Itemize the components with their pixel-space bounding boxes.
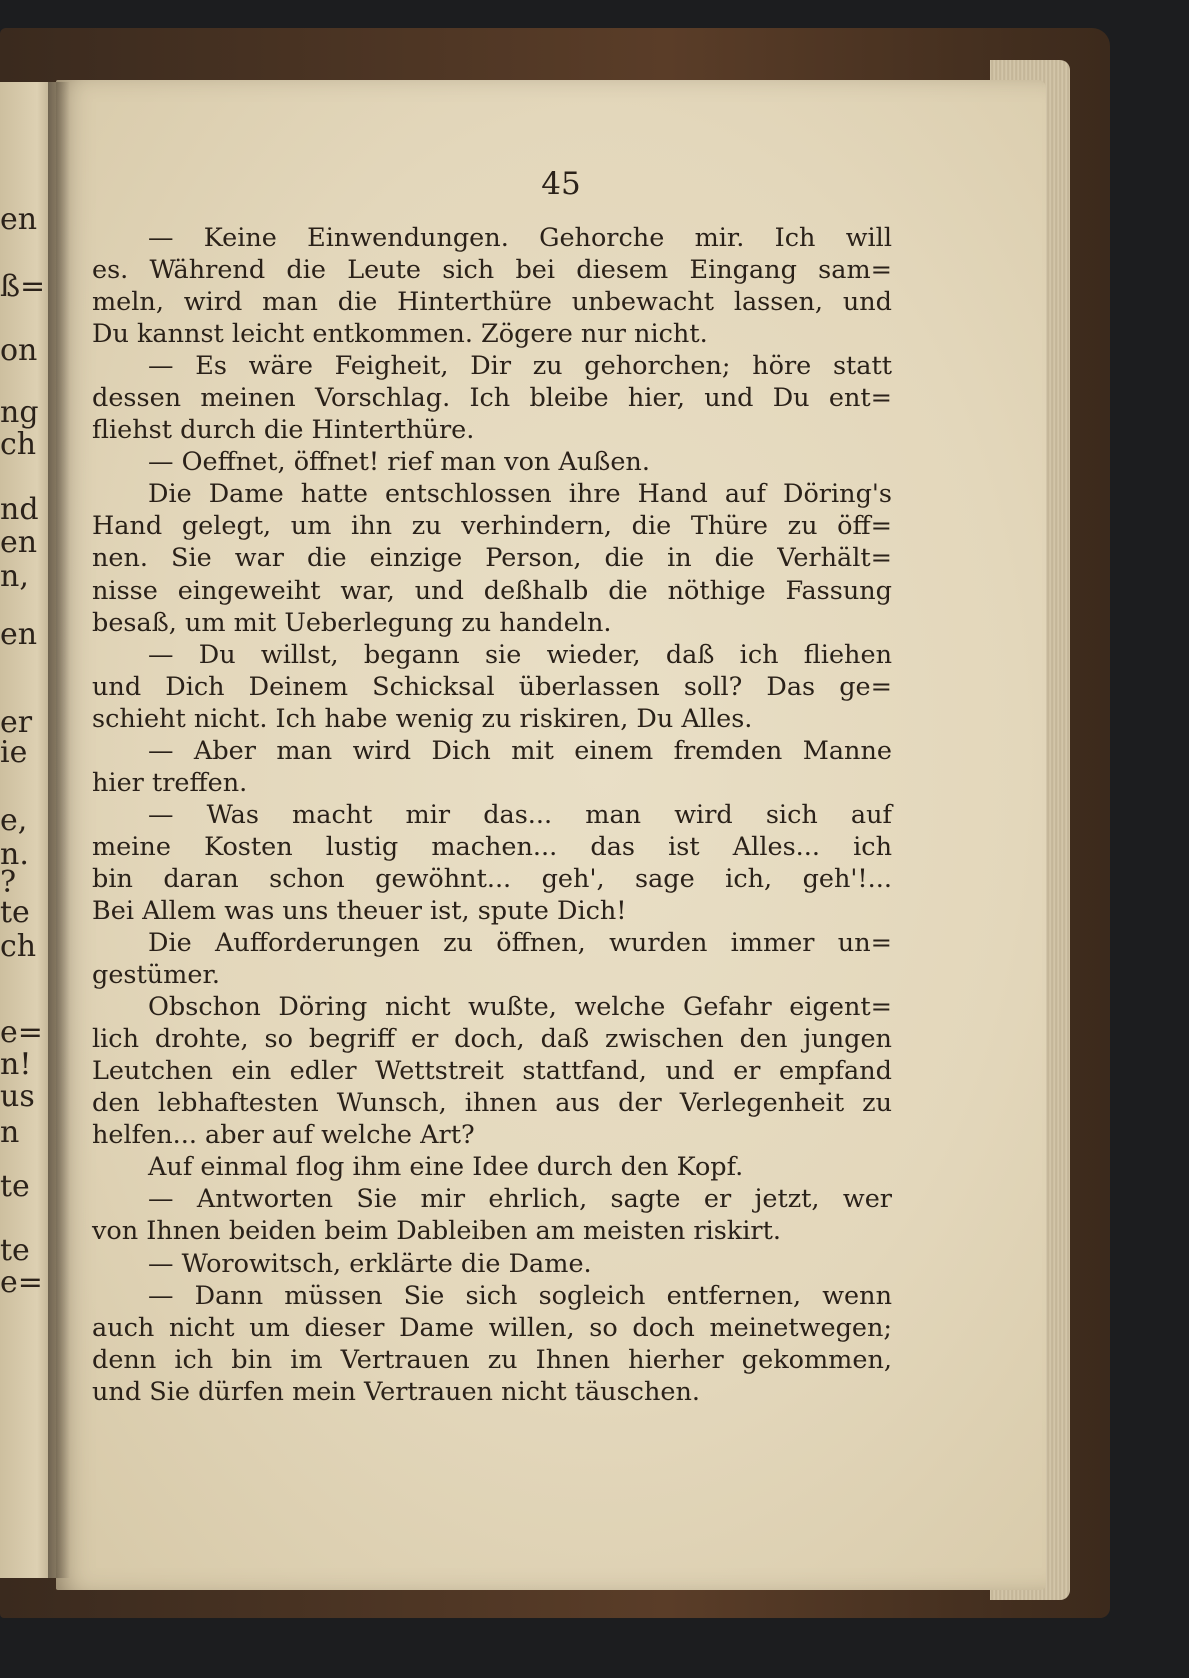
- text-line: nisse eingeweiht war, und deßhalb die nöthige Fassung: [92, 575, 892, 606]
- text-line: helfen... aber auf welche Art?: [92, 1120, 475, 1151]
- text-line: und Sie dürfen mein Vertrauen nicht täuschen.: [92, 1376, 701, 1407]
- text-line: den lebhaftesten Wunsch, ihnen aus der Verlegenheit zu: [92, 1088, 892, 1119]
- text-line: Bei Allem was uns theuer ist, spute Dich!: [92, 895, 627, 926]
- left-page-fragment: ch: [0, 929, 37, 964]
- text-line: — Oeffnet, öffnet! rief man von Außen.: [148, 447, 650, 478]
- text-line: Obschon Döring nicht wußte, welche Gefahr eigent=: [148, 992, 892, 1023]
- text-line: — Dann müssen Sie sich sogleich entfernen, wenn: [148, 1280, 892, 1311]
- left-page-fragment: ß=: [0, 269, 46, 304]
- text-line: bin daran schon gewöhnt... geh', sage ich, geh'!...: [92, 863, 892, 894]
- text-line: meln, wird man die Hinterthüre unbewacht lassen, und: [92, 287, 892, 318]
- text-line: — Antworten Sie mir ehrlich, sagte er jetzt, wer: [148, 1184, 892, 1215]
- left-page-fragment: ch: [0, 427, 37, 462]
- left-page-fragment: n.: [0, 837, 29, 872]
- text-line: fliehst durch die Hinterthüre.: [92, 415, 475, 446]
- left-page-fragment: en: [0, 525, 38, 560]
- left-page-fragment: e=: [0, 1265, 43, 1300]
- text-line: denn ich bin im Vertrauen zu Ihnen hierher gekommen,: [92, 1344, 892, 1375]
- right-page: [56, 80, 1046, 1590]
- text-line: und Dich Deinem Schicksal überlassen soll? Das ge=: [92, 671, 892, 702]
- left-page-fragment: n!: [0, 1047, 32, 1082]
- text-line: meine Kosten lustig machen... das ist Alles... ich: [92, 831, 892, 862]
- left-page-fragment: e,: [0, 803, 28, 838]
- text-line: hier treffen.: [92, 767, 248, 798]
- left-page-fragment: en: [0, 617, 38, 652]
- body-text: [92, 222, 892, 1408]
- text-line: es. Während die Leute sich bei diesem Eingang sam=: [92, 255, 892, 286]
- left-page-fragment: n: [0, 1115, 20, 1150]
- text-line: lich drohte, so begriff er doch, daß zwischen den jungen: [92, 1024, 892, 1055]
- left-page-fragment: us: [0, 1079, 35, 1114]
- text-line: schieht nicht. Ich habe wenig zu riskiren, Du Alles.: [92, 703, 753, 734]
- page-number: 45: [541, 166, 581, 202]
- left-page-fragment: e=: [0, 1015, 43, 1050]
- book-gutter: [48, 82, 70, 1578]
- text-line: — Keine Einwendungen. Gehorche mir. Ich will: [148, 223, 892, 253]
- text-line: — Was macht mir das... man wird sich auf: [148, 799, 892, 830]
- text-line: — Es wäre Feigheit, Dir zu gehorchen; höre statt: [148, 351, 892, 382]
- text-line: Die Aufforderungen zu öffnen, wurden immer un=: [148, 928, 892, 959]
- text-line: nen. Sie war die einzige Person, die in die Verhält=: [92, 543, 892, 574]
- text-line: — Worowitsch, erklärte die Dame.: [148, 1248, 592, 1279]
- text-line: dessen meinen Vorschlag. Ich bleibe hier, und Du ent=: [92, 383, 892, 414]
- text-line: Du kannst leicht entkommen. Zögere nur nicht.: [92, 319, 708, 350]
- left-page-fragment: en: [0, 202, 38, 237]
- left-page-fragment: ?: [0, 865, 17, 900]
- text-line: — Du willst, begann sie wieder, daß ich fliehen: [148, 639, 892, 670]
- left-page-fragment: te: [0, 895, 30, 930]
- text-line: Hand gelegt, um ihn zu verhindern, die Thüre zu öff=: [92, 511, 892, 542]
- text-line: — Aber man wird Dich mit einem fremden Manne: [148, 735, 892, 766]
- left-page-fragment: er: [0, 705, 33, 740]
- text-line: von Ihnen beiden beim Dableiben am meisten riskirt.: [92, 1216, 781, 1247]
- text-line: Auf einmal flog ihm eine Idee durch den Kopf.: [148, 1152, 744, 1183]
- text-line: Die Dame hatte entschlossen ihre Hand auf Döring's: [148, 479, 892, 510]
- left-page-fragment: ie: [0, 735, 28, 770]
- text-line: auch nicht um dieser Dame willen, so doch meinetwegen;: [92, 1312, 892, 1343]
- left-page-fragment: te: [0, 1169, 30, 1204]
- text-line: Leutchen ein edler Wettstreit stattfand, und er empfand: [92, 1056, 892, 1087]
- left-page-fragment: n,: [0, 559, 29, 594]
- left-page-fragment: on: [0, 333, 38, 368]
- left-page-fragment: te: [0, 1233, 30, 1268]
- text-line: besaß, um mit Ueberlegung zu handeln.: [92, 607, 612, 638]
- left-page-fragment: nd: [0, 492, 39, 527]
- left-page-fragment: ng: [0, 395, 39, 430]
- text-line: gestümer.: [92, 960, 220, 991]
